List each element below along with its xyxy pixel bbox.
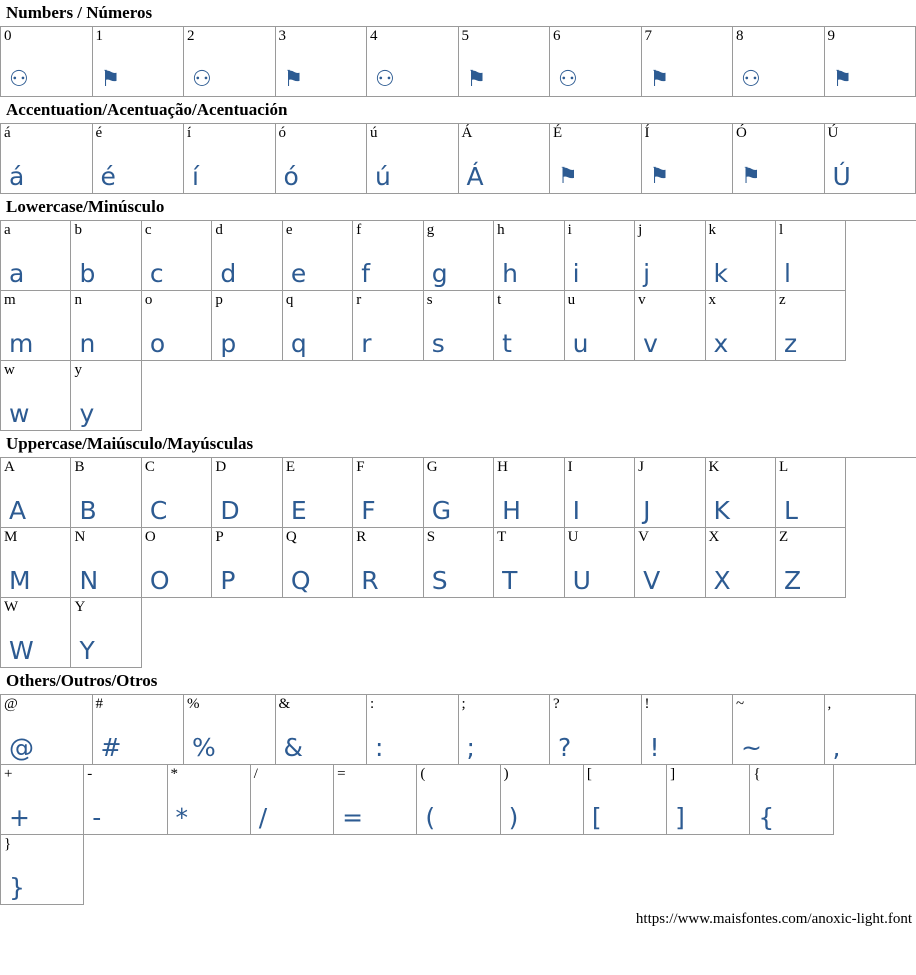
glyph-label: y	[74, 362, 82, 378]
glyph-sample: !	[649, 733, 660, 762]
glyph-label: J	[638, 459, 644, 475]
glyph-sample: ⚇	[9, 67, 29, 92]
glyph-cell	[494, 528, 564, 598]
glyph-sample: #	[100, 733, 122, 762]
glyph-cell	[494, 291, 564, 361]
glyph-sample: f	[361, 259, 371, 288]
glyph-label: H	[497, 459, 509, 475]
glyph-cell	[424, 221, 494, 291]
glyph-sample: S	[431, 566, 448, 595]
glyph-label: G	[426, 459, 438, 475]
glyph-sample: r	[361, 329, 372, 358]
glyph-cell	[71, 361, 141, 431]
glyph-cell	[71, 458, 141, 528]
glyph-label: 3	[278, 28, 286, 44]
glyph-label: v	[638, 292, 646, 308]
glyph-label: )	[503, 766, 509, 782]
glyph-cell	[93, 27, 185, 97]
glyph-label: 4	[370, 28, 378, 44]
glyph-label: j	[638, 222, 643, 238]
glyph-sample: s	[431, 329, 445, 358]
glyph-label: h	[497, 222, 505, 238]
glyph-cell	[635, 528, 705, 598]
glyph-cell	[184, 695, 276, 765]
glyph-cell	[1, 598, 71, 668]
glyph-cell	[706, 221, 776, 291]
glyph-label: U	[567, 529, 579, 545]
glyph-sample: ~	[741, 733, 762, 762]
glyph-label: [	[586, 766, 592, 782]
glyph-label: X	[708, 529, 720, 545]
glyph-sample: í	[192, 162, 199, 191]
glyph-sample: (	[425, 803, 436, 832]
glyph-label: L	[778, 459, 789, 475]
glyph-cell	[494, 221, 564, 291]
glyph-sample: Y	[79, 636, 95, 665]
glyph-sample: e	[290, 259, 307, 288]
glyph-label: ú	[370, 125, 378, 141]
glyph-cell	[283, 221, 353, 291]
glyph-sample: U	[572, 566, 591, 595]
glyph-label: W	[4, 599, 19, 615]
section-title-uppercase: Uppercase/Maiúsculo/Mayúsculas	[6, 434, 254, 453]
glyph-label: =	[337, 766, 346, 782]
glyph-label: t	[497, 292, 502, 308]
glyph-sample: b	[79, 259, 96, 288]
glyph-sample: E	[290, 496, 307, 525]
glyph-cell	[733, 124, 825, 194]
glyph-label: w	[4, 362, 15, 378]
glyph-label: !	[644, 696, 650, 712]
glyph-cell	[501, 765, 584, 835]
glyph-label: Á	[461, 125, 473, 141]
glyph-cell	[635, 221, 705, 291]
glyph-sample: Ú	[832, 162, 851, 191]
glyph-label: /	[253, 766, 258, 782]
glyph-sample: a	[9, 259, 25, 288]
glyph-sample: ó	[283, 162, 299, 191]
glyph-cell	[276, 27, 368, 97]
glyph-cell	[1, 221, 71, 291]
glyph-label: k	[708, 222, 717, 238]
glyph-sample: ú	[375, 162, 391, 191]
glyph-label: N	[74, 529, 86, 545]
section-title-accentuation: Accentuation/Acentuação/Acentuación	[6, 100, 288, 119]
glyph-sample: o	[149, 329, 166, 358]
glyph-cell	[776, 221, 846, 291]
section-numbers	[0, 0, 916, 97]
glyph-sample: x	[713, 329, 729, 358]
glyph-label: Y	[74, 599, 86, 615]
glyph-label: É	[553, 125, 563, 141]
glyph-cell	[459, 695, 551, 765]
glyph-label: 0	[4, 28, 12, 44]
glyph-label: í	[187, 125, 192, 141]
glyph-label: A	[4, 459, 15, 475]
glyph-cell	[825, 124, 916, 194]
glyph-cell	[565, 291, 635, 361]
glyph-sample: N	[79, 566, 99, 595]
glyph-label: M	[4, 529, 18, 545]
glyph-label: i	[567, 222, 572, 238]
glyph-cell	[565, 458, 635, 528]
glyph-label: K	[708, 459, 720, 475]
glyph-sample: M	[9, 566, 31, 595]
glyph-sample: v	[643, 329, 658, 358]
glyph-cell	[353, 528, 423, 598]
glyph-cell	[706, 458, 776, 528]
glyph-label: ?	[553, 696, 560, 712]
glyph-sample: O	[149, 566, 170, 595]
glyph-sample: [	[591, 803, 602, 832]
glyph-sample: ]	[675, 803, 685, 832]
glyph-label: q	[285, 292, 294, 308]
glyph-label: -	[87, 766, 93, 782]
glyph-label: m	[4, 292, 16, 308]
glyph-cell	[1, 765, 84, 835]
glyph-label: ~	[736, 696, 745, 712]
glyph-label: P	[215, 529, 224, 545]
glyph-sample: ⚑	[466, 67, 487, 92]
glyph-label: V	[638, 529, 649, 545]
glyph-cell	[168, 765, 251, 835]
glyph-cell	[212, 221, 282, 291]
glyph-grid-others	[0, 694, 916, 905]
glyph-label: a	[4, 222, 11, 238]
glyph-label: &	[278, 696, 291, 712]
glyph-sample: @	[9, 733, 34, 762]
glyph-sample: J	[643, 496, 651, 525]
glyph-cell	[353, 458, 423, 528]
glyph-sample: ⚇	[375, 67, 395, 92]
glyph-sample: ⚑	[558, 164, 578, 189]
glyph-label: B	[74, 459, 85, 475]
glyph-cell	[424, 458, 494, 528]
glyph-cell	[93, 124, 185, 194]
glyph-sample: ,	[832, 733, 841, 762]
glyph-label: ó	[278, 125, 286, 141]
glyph-cell	[353, 291, 423, 361]
glyph-label: g	[426, 222, 435, 238]
glyph-sample: I	[572, 496, 580, 525]
glyph-cell	[212, 291, 282, 361]
glyph-sample: ;	[466, 733, 475, 762]
glyph-cell	[184, 124, 276, 194]
glyph-cell	[565, 528, 635, 598]
glyph-sample: á	[9, 162, 25, 191]
glyph-label: é	[95, 125, 103, 141]
glyph-label: e	[285, 222, 293, 238]
glyph-cell	[494, 458, 564, 528]
section-uppercase	[0, 431, 916, 668]
glyph-sample: A	[9, 496, 27, 525]
glyph-label: *	[170, 766, 179, 782]
glyph-sample: C	[149, 496, 168, 525]
glyph-cell	[367, 124, 459, 194]
glyph-label: %	[187, 696, 200, 712]
glyph-sample: -	[92, 803, 102, 832]
glyph-sample: &	[283, 733, 303, 762]
glyph-cell	[417, 765, 500, 835]
glyph-cell	[776, 291, 846, 361]
glyph-sample: ⚇	[741, 67, 761, 92]
glyph-cell	[184, 27, 276, 97]
glyph-cell	[212, 528, 282, 598]
source-url[interactable]: https://www.maisfontes.com/anoxic-light.font	[635, 911, 912, 927]
glyph-sample: T	[502, 566, 518, 595]
glyph-cell	[1, 835, 84, 905]
glyph-sample: ⚑	[832, 67, 853, 92]
glyph-label: #	[95, 696, 103, 712]
glyph-sample: u	[572, 329, 589, 358]
glyph-cell	[276, 695, 368, 765]
glyph-label: Í	[644, 125, 650, 141]
glyph-label: C	[144, 459, 155, 475]
glyph-cell	[635, 458, 705, 528]
glyph-sample: w	[9, 399, 30, 428]
glyph-cell	[71, 528, 141, 598]
glyph-cell	[142, 528, 212, 598]
glyph-sample: )	[508, 803, 519, 832]
glyph-cell	[71, 598, 141, 668]
glyph-cell	[367, 27, 459, 97]
glyph-grid-accentuation	[0, 123, 916, 194]
glyph-sample: D	[220, 496, 240, 525]
glyph-cell	[550, 695, 642, 765]
glyph-label: O	[144, 529, 156, 545]
glyph-sample: l	[783, 259, 791, 288]
glyph-label: 9	[827, 28, 835, 44]
glyph-label: p	[215, 292, 223, 308]
glyph-label: E	[285, 459, 295, 475]
glyph-sample: {	[758, 803, 775, 832]
glyph-label: f	[356, 222, 362, 238]
glyph-cell	[142, 458, 212, 528]
glyph-label: S	[426, 529, 436, 545]
glyph-sample: }	[9, 873, 25, 902]
glyph-sample: q	[290, 329, 307, 358]
glyph-sample: m	[9, 329, 34, 358]
glyph-cell	[459, 27, 551, 97]
glyph-sample: ?	[558, 733, 572, 762]
glyph-cell	[334, 765, 417, 835]
glyph-label: }	[4, 836, 12, 852]
glyph-label: F	[356, 459, 365, 475]
glyph-sample: ⚑	[741, 164, 761, 189]
section-title-numbers: Numbers / Números	[6, 3, 153, 22]
glyph-cell	[276, 124, 368, 194]
glyph-cell	[1, 458, 71, 528]
glyph-sample: H	[502, 496, 521, 525]
glyph-sample: z	[783, 329, 798, 358]
glyph-label: 1	[95, 28, 103, 44]
glyph-cell	[825, 695, 916, 765]
glyph-cell	[1, 361, 71, 431]
glyph-label: ;	[461, 696, 466, 712]
glyph-sample: Q	[290, 566, 311, 595]
glyph-sample: *	[175, 803, 189, 832]
glyph-label: ]	[670, 766, 676, 782]
glyph-label: c	[144, 222, 152, 238]
glyph-label: :	[370, 696, 375, 712]
glyph-cell	[142, 291, 212, 361]
glyph-sample: y	[79, 399, 95, 428]
glyph-label: I	[567, 459, 573, 475]
glyph-label: u	[567, 292, 576, 308]
glyph-sample: ⚑	[283, 67, 304, 92]
glyph-sample: %	[192, 733, 216, 762]
glyph-cell	[283, 291, 353, 361]
glyph-sample: d	[220, 259, 237, 288]
glyph-sample: ⚑	[649, 67, 670, 92]
glyph-label: d	[215, 222, 223, 238]
glyph-sample: n	[79, 329, 96, 358]
glyph-label: T	[497, 529, 507, 545]
section-others	[0, 668, 916, 905]
glyph-sample: é	[100, 162, 116, 191]
glyph-sample: g	[431, 259, 448, 288]
section-title-lowercase: Lowercase/Minúsculo	[6, 197, 165, 216]
glyph-label: Q	[285, 529, 297, 545]
glyph-sample: /	[258, 803, 268, 832]
glyph-label: {	[753, 766, 761, 782]
glyph-sample: c	[149, 259, 164, 288]
glyph-cell	[642, 695, 734, 765]
glyph-sample: L	[783, 496, 798, 525]
glyph-sample: ⚑	[100, 67, 121, 92]
glyph-sample: =	[342, 803, 364, 832]
glyph-cell	[1, 124, 93, 194]
glyph-cell	[776, 528, 846, 598]
glyph-label: z	[778, 292, 786, 308]
glyph-cell	[84, 765, 167, 835]
glyph-cell	[642, 27, 734, 97]
glyph-label: o	[144, 292, 153, 308]
glyph-cell	[142, 221, 212, 291]
glyph-cell	[733, 27, 825, 97]
glyph-sample: i	[572, 259, 580, 288]
glyph-cell	[635, 291, 705, 361]
glyph-cell	[1, 695, 93, 765]
section-accentuation	[0, 97, 916, 194]
glyph-label: l	[778, 222, 784, 238]
glyph-cell	[776, 458, 846, 528]
glyph-cell	[424, 528, 494, 598]
glyph-label: R	[356, 529, 367, 545]
glyph-label: @	[4, 696, 18, 712]
glyph-sample: ⚇	[558, 67, 578, 92]
glyph-cell	[550, 124, 642, 194]
glyph-label: 2	[187, 28, 195, 44]
glyph-sample: P	[220, 566, 236, 595]
glyph-label: s	[426, 292, 433, 308]
glyph-label: +	[4, 766, 13, 782]
glyph-cell	[251, 765, 334, 835]
section-title-others: Others/Outros/Otros	[6, 671, 158, 690]
glyph-cell	[71, 221, 141, 291]
glyph-label: Z	[778, 529, 789, 545]
glyph-grid-uppercase	[0, 457, 916, 668]
glyph-sample: Á	[466, 162, 484, 191]
glyph-sample: X	[713, 566, 731, 595]
glyph-sample: +	[9, 803, 30, 832]
glyph-label: b	[74, 222, 82, 238]
glyph-cell	[825, 27, 916, 97]
glyph-cell	[71, 291, 141, 361]
glyph-sample: h	[502, 259, 519, 288]
glyph-sample: Z	[783, 566, 802, 595]
glyph-label: n	[74, 292, 82, 308]
section-lowercase	[0, 194, 916, 431]
glyph-grid-numbers	[0, 26, 916, 97]
glyph-cell	[642, 124, 734, 194]
glyph-cell	[424, 291, 494, 361]
glyph-sample: ⚑	[649, 164, 670, 189]
glyph-sample: k	[713, 259, 729, 288]
glyph-cell	[565, 221, 635, 291]
glyph-cell	[1, 27, 93, 97]
glyph-sample: K	[713, 496, 730, 525]
glyph-cell	[706, 528, 776, 598]
glyph-cell	[706, 291, 776, 361]
glyph-sample: R	[361, 566, 379, 595]
glyph-label: 6	[553, 28, 561, 44]
glyph-cell	[667, 765, 750, 835]
glyph-sample: t	[502, 329, 512, 358]
glyph-sample: F	[361, 496, 376, 525]
glyph-label: 8	[736, 28, 744, 44]
glyph-sample: W	[9, 636, 34, 665]
glyph-sample: ⚇	[192, 67, 212, 92]
glyph-sample: B	[79, 496, 97, 525]
glyph-sample: :	[375, 733, 384, 762]
glyph-label: á	[4, 125, 11, 141]
glyph-label: D	[215, 459, 227, 475]
glyph-cell	[584, 765, 667, 835]
glyph-label: x	[708, 292, 717, 308]
glyph-sample: j	[643, 259, 651, 288]
glyph-label: 7	[644, 28, 652, 44]
glyph-sample: G	[431, 496, 452, 525]
glyph-cell	[733, 695, 825, 765]
glyph-cell	[459, 124, 551, 194]
glyph-cell	[353, 221, 423, 291]
glyph-label: r	[356, 292, 362, 308]
glyph-label: ,	[827, 696, 832, 712]
glyph-cell	[93, 695, 185, 765]
glyph-sample: p	[220, 329, 237, 358]
glyph-grid-lowercase	[0, 220, 916, 431]
glyph-cell	[283, 528, 353, 598]
glyph-sample: V	[643, 566, 661, 595]
glyph-label: Ó	[736, 125, 747, 141]
glyph-cell	[1, 291, 71, 361]
glyph-cell	[750, 765, 833, 835]
glyph-label: Ú	[827, 125, 839, 141]
glyph-cell	[550, 27, 642, 97]
glyph-cell	[212, 458, 282, 528]
glyph-cell	[283, 458, 353, 528]
glyph-cell	[367, 695, 459, 765]
glyph-label: 5	[461, 28, 469, 44]
glyph-cell	[1, 528, 71, 598]
glyph-label: (	[420, 766, 426, 782]
